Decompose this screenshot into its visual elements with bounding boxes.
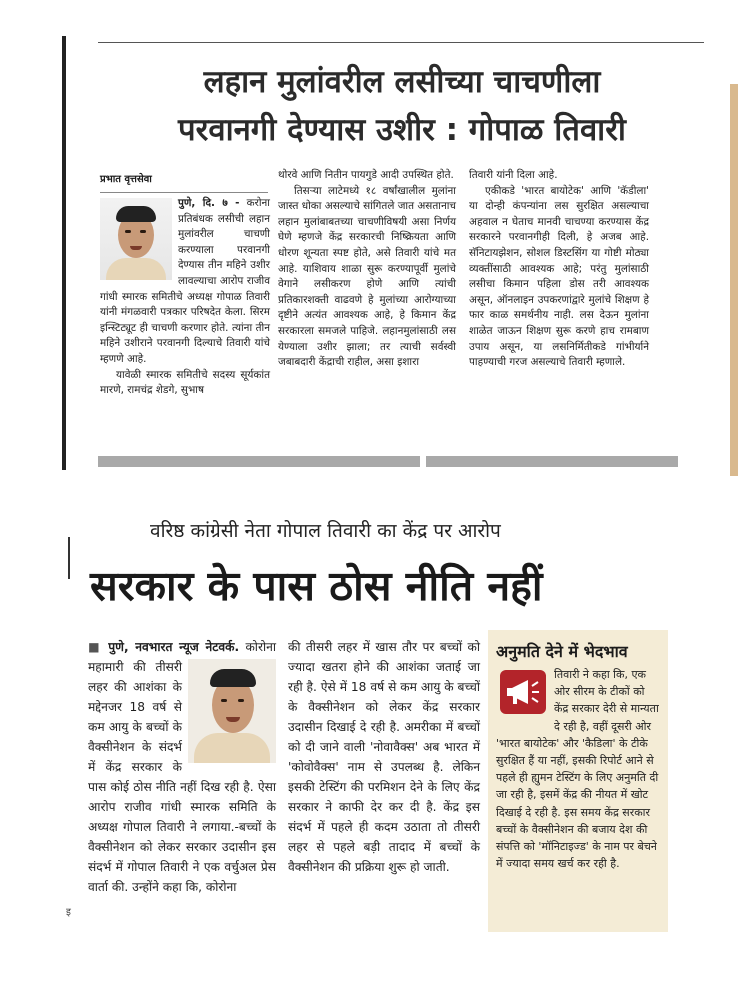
sidebar-box — [488, 630, 668, 932]
portrait-photo — [100, 198, 172, 280]
paragraph: यावेळी स्मारक समितीचे सदस्य सूर्यकांत मारणे, रामचंद्र शेडगे, सुभाष — [100, 368, 270, 397]
paragraph: एकीकडे 'भारत बायोटेक' आणि 'कॅडीला' या दोन्ही कंपन्यांना लस सुरक्षित असल्याचा अहवाल न घेताच मानवी चाचण्या करण्यास केंद्र सरकारने परवानगीही दिली, हे अजब आहे. सॅनिटायझेशन, सोशल डिस्टसिंग या गोष्टी मोठ्या व्यक्तींसाठी आवश्यक आहे; परंतु मुलांसाठी लसीचा किमान पहिला डोस तरी आवश्यक असून, ऑनलाइन उपकरणांद्वारे मुलांचे शिक्षण हे फार काळ समर्थनीय नाही. लस देऊन मुलांना शाळेत जाऊन शिक्षण सुरू करणे हाच रामबाण उपाय असून, या लसनिर्मितीकडे गांभीर्याने पाहण्याची गरज असल्याचे तिवारी म्हणाले. — [469, 184, 649, 369]
left-edge-mark — [68, 537, 70, 579]
headline-line-1: लहान मुलांवरील लसीच्या चाचणीला — [203, 64, 601, 100]
article-text: कोरोना महामारी की तीसरी लहर की आशंका के मद्देनजर 18 वर्ष से कम आयु के बच्चों के वैक्सीनेशन के संदर्भ में केंद्र सरकार के पास कोई ठोस नीति नहीं दिख रही है. ऐसा आरोप राजीव गांधी स्मारक समिति के अध्यक्ष गोपाल तिवारी ने लगाया.-बच्चों के वैक्सीनेशन को लेकर सरकार उदासीन इस संदर्भ में गोपाल तिवारी ने एक वर्चुअल प्रेस वार्ता की. उन्होंने कहा कि, कोरोना — [88, 640, 277, 894]
paragraph — [100, 196, 270, 368]
lead-text: करोना प्रतिबंधक लसीची लहान मुलांवरील चाचणी करण्याला परवानगी देण्यास तीन महिने उशीर लावल्याचा आरोप राजीव गांधी स्मारक समितीचे अध्यक्ष गोपाळ तिवारी यांनी मंगळवारी पत्रकार परिषदेत केला. सिरम इन्स्टिट्यूट ही चाचणी करणार होते. त्यांना तीन महिने उशीराने परवानगी दिल्याचे तिवारी यांचे म्हणणे आहे. — [100, 197, 270, 365]
marathi-news-clipping — [62, 36, 678, 472]
megaphone-icon — [500, 670, 546, 714]
left-border-bar — [62, 36, 66, 470]
byline: प्रभात वृत्तसेवा — [100, 174, 152, 185]
article-column-1 — [100, 196, 270, 399]
article-column-3 — [469, 168, 649, 371]
paragraph: तिसऱ्या लाटेमध्ये १८ वर्षांखालील मुलांना जास्त धोका असल्याचे सांगितले जात असतानाच लहान मुलांबाबतच्या चाचणीविषयी असा निर्णय घेणे म्हणजे केंद्र सरकारची निष्क्रियता आणि धोरण शून्यता स्पष्ट होते, असे तिवारी यांचे मत आहे. याशिवाय शाळा सुरू करण्यापूर्वी मुलांचे वेगाने लसीकरण होणे आणि त्यांची प्रतिकारशक्ती वाढवणे हे मुलांच्या आरोग्याच्या दृष्टीने अत्यंत आवश्यक आहे, हे किमान केंद्र सरकारला समजले पाहिजे. लहानमुलांसाठी लस येण्याला उशीर झाला; तर त्याची सर्वस्वी जबाबदारी केंद्राची राहील, असा इशारा — [278, 184, 456, 369]
article-text: की तीसरी लहर में खास तौर पर बच्चों को ज्यादा खतरा होने की आशंका जताई जा रही है. ऐसे में 18 वर्ष से कम आयु के बच्चों के वैक्सीनेशन को लेकर केंद्र सरकार उदासीन दिखाई दे रही है. अमरीका में बच्चों को दी जाने वाली 'नोवावैक्स' अब भारत में 'कोवोवैक्स' नाम से उपलब्ध है. लेकिन इसकी टेस्टिंग की परमिशन देने के लिए केंद्र सरकार ने काफी देर कर दी है. केंद्र इस संदर्भ में पहले ही कदम उठाता तो तीसरी लहर से पहले बड़ी तादाद में बच्चों के वैक्सीनेशन की प्रक्रिया शुरू हो जाती. — [288, 640, 480, 874]
article-column-2 — [288, 637, 480, 877]
portrait-photo — [188, 659, 276, 763]
top-rule — [98, 42, 704, 43]
dateline: पुणे, दि. ७ - — [178, 197, 240, 209]
paragraph: थोरवे आणि नितीन पायगुडे आदी उपस्थित होते. — [278, 169, 454, 181]
bullet-icon: ■ — [88, 640, 102, 654]
sidebar-body — [496, 666, 660, 872]
marathi-headline — [82, 58, 722, 154]
hindi-news-clipping — [66, 500, 670, 950]
article-column-1 — [88, 637, 276, 897]
sidebar-title: अनुमति देने में भेदभाव — [496, 642, 628, 661]
sidebar-text: तिवारी ने कहा कि, एक ओर सीरम के टीकों को केंद्र सरकार देरी से मान्यता दे रही है, वहीं दूसरी ओर 'भारत बायोटेक' और 'कैडिला' के टीके सुरक्षित हैं या नहीं, इसकी रिपोर्ट आने से पहले ही ह्युमन टेस्टिंग के लिए अनुमति दी जा रही है, इसमें केंद्र की नीयत में खोट दिखाई दे रही है. इस समय केंद्र सरकार बच्चों के वैक्सीनेशन की बजाय देश की संपत्ति को 'मॉनिटाइज्ड' के नाम पर बेचने में ज्यादा समय खर्च कर रही है. — [496, 668, 659, 871]
hindi-headline: सरकार के पास ठोस नीति नहीं — [90, 562, 543, 610]
footer-bar — [426, 456, 678, 467]
footer-bar — [98, 456, 420, 467]
right-edge-strip — [730, 84, 738, 476]
paragraph: तिवारी यांनी दिला आहे. — [469, 169, 558, 181]
byline-rule — [100, 192, 268, 193]
headline-line-2: परवानगी देण्यास उशीर : गोपाळ तिवारी — [178, 112, 626, 148]
dateline: पुणे, नवभारत न्यूज नेटवर्क. — [108, 640, 240, 654]
sub-headline: वरिष्ठ कांग्रेसी नेता गोपाल तिवारी का केंद्र पर आरोप — [150, 520, 501, 542]
article-column-2 — [278, 168, 456, 371]
page-mark: इ — [66, 907, 71, 918]
